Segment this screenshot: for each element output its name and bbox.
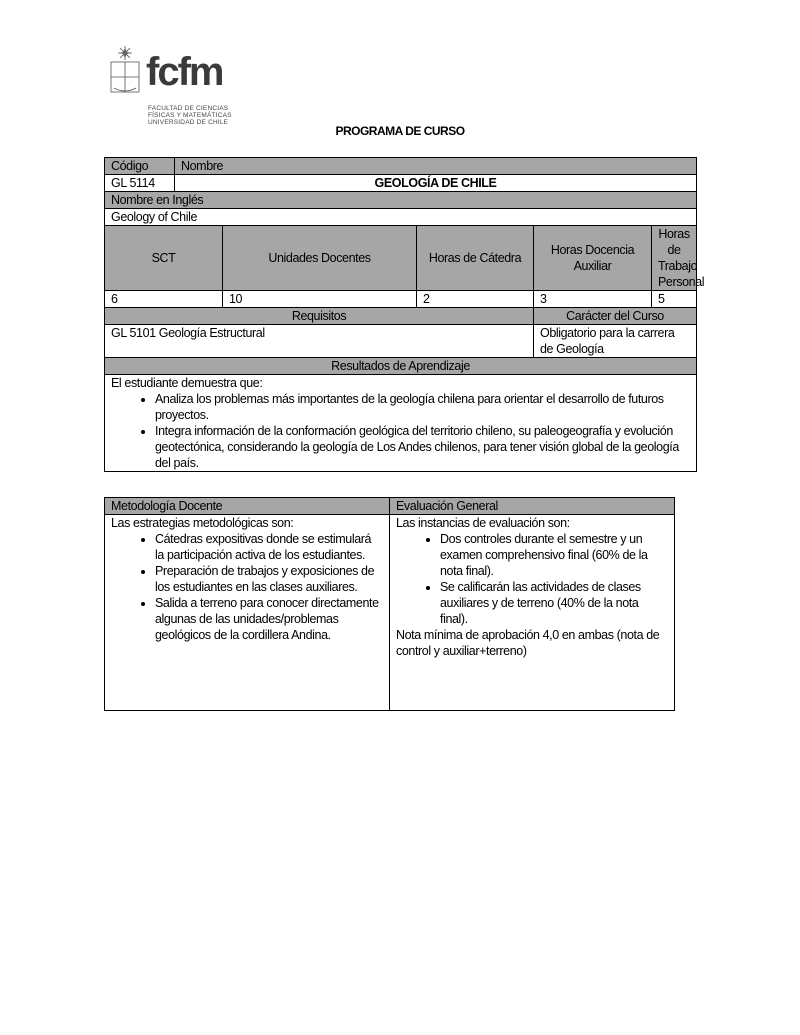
metodologia-list [111, 531, 383, 643]
hours-header-catedra: Horas de Cátedra [417, 226, 534, 291]
hours-value-sct: 6 [105, 291, 223, 308]
list-item: • Cátedras expositivas donde se estimulará la participación activa de los estudiantes. [155, 531, 383, 563]
logo-line: UNIVERSIDAD DE CHILE [148, 118, 229, 126]
list-item: • Dos controles durante el semestre y un examen comprehensivo final (60% de la nota final). [440, 531, 668, 579]
university-logo [108, 44, 233, 126]
requisitos-value: GL 5101 Geología Estructural [105, 325, 534, 358]
resultados-cell [105, 375, 697, 472]
logo-abbrev: fcfm [146, 50, 223, 94]
logo-line: FÍSICAS Y MATEMÁTICAS [148, 111, 232, 119]
code-label: Código [105, 158, 175, 175]
hours-value-unidades: 10 [223, 291, 417, 308]
evaluacion-label: Evaluación General [390, 498, 675, 515]
resultados-list [111, 391, 690, 471]
list-item: • Integra información de la conformación geológica del territorio chileno, su paleogeografía y evolución geotectónica, considerando la geología de Los Andes chilenos, para tener visión global de la geología del país. [155, 423, 690, 471]
hours-value-catedra: 2 [417, 291, 534, 308]
evaluacion-cell [390, 515, 675, 711]
evaluacion-list [396, 531, 668, 627]
hours-value-auxiliar: 3 [534, 291, 652, 308]
metodologia-label: Metodología Docente [105, 498, 390, 515]
english-name: Geology of Chile [105, 209, 697, 226]
resultados-intro: El estudiante demuestra que: [111, 376, 263, 390]
english-name-label: Nombre en Inglés [105, 192, 697, 209]
hours-header-sct: SCT [105, 226, 223, 291]
metodologia-cell [105, 515, 390, 711]
methodology-table [104, 497, 675, 711]
nota-minima: Nota mínima de aprobación 4,0 en ambas (nota de control y auxiliar+terreno) [396, 628, 660, 658]
caracter-value: Obligatorio para la carrera de Geología [534, 325, 697, 358]
hours-header-unidades: Unidades Docentes [223, 226, 417, 291]
metodologia-intro: Las estrategias metodológicas son: [111, 516, 294, 530]
hours-header-personal: Horas de Trabajo Personal [652, 226, 697, 291]
course-table [104, 157, 705, 472]
list-item: • Salida a terreno para conocer directamente algunas de las unidades/problemas geológicos de la cordillera Andina. [155, 595, 383, 643]
name-label: Nombre [175, 158, 697, 175]
list-item: • Preparación de trabajos y exposiciones de los estudiantes en las clases auxiliares. [155, 563, 383, 595]
list-item: • Analiza los problemas más importantes de la geología chilena para orientar el desarrollo de futuros proyectos. [155, 391, 690, 423]
course-code: GL 5114 [105, 175, 175, 192]
list-item: • Se calificarán las actividades de clases auxiliares y de terreno (40% de la nota final). [440, 579, 668, 627]
hours-value-personal: 5 [652, 291, 697, 308]
hours-header-auxiliar: Horas Docencia Auxiliar [534, 226, 652, 291]
course-name: GEOLOGÍA DE CHILE [175, 175, 697, 192]
resultados-label: Resultados de Aprendizaje [105, 358, 697, 375]
evaluacion-intro: Las instancias de evaluación son: [396, 516, 570, 530]
caracter-label: Carácter del Curso [534, 308, 697, 325]
logo-line: FACULTAD DE CIENCIAS [148, 105, 229, 112]
requisitos-label: Requisitos [105, 308, 534, 325]
page-title: PROGRAMA DE CURSO [335, 124, 465, 138]
